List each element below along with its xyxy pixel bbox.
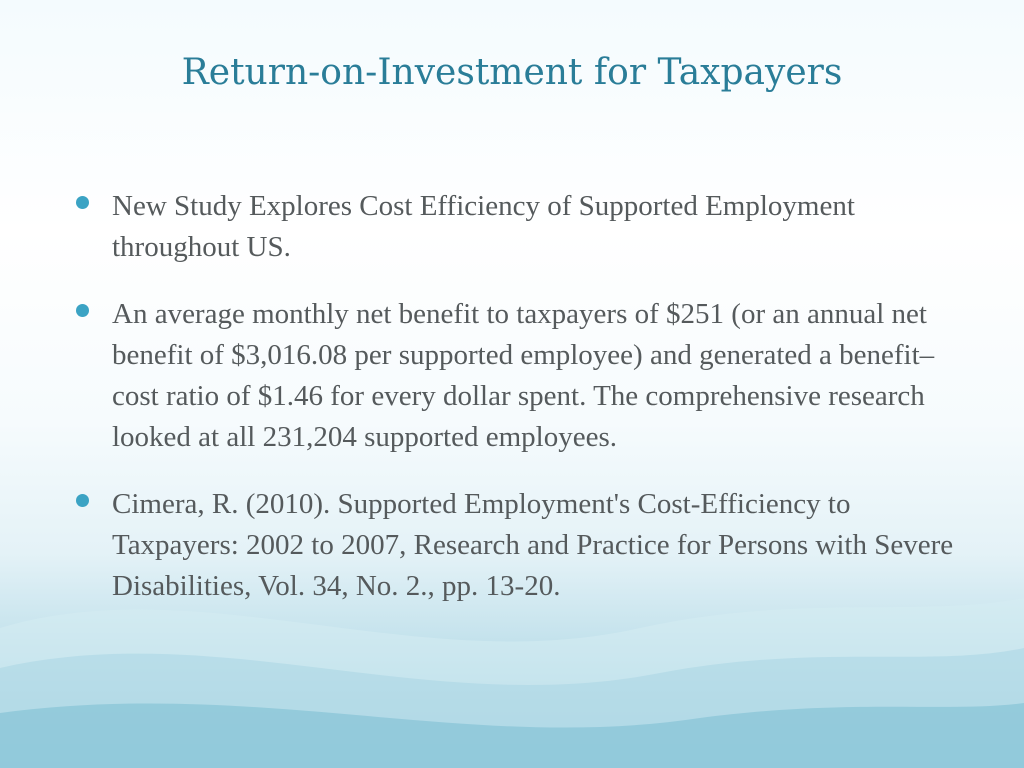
bullet-item (74, 186, 954, 268)
bullet-item (74, 484, 954, 607)
bullet-text: Cimera, R. (2010). Supported Employment's Cost-Efficiency to Taxpayers: 2002 to 2007, Research and Practice for Persons with Severe Disabilities, Vol. 34, No. 2., pp. 13-20. (112, 488, 954, 602)
bullet-text: An average monthly net benefit to taxpayers of $251 (or an annual net benefit of $3,016.08 per supported employee) and generated a benefit–cost ratio of $1.46 for every dollar spent. The comprehensive research looked at all 231,204 supported employees. (112, 298, 935, 453)
circle-bullet-icon (76, 494, 89, 507)
bullet-text: New Study Explores Cost Efficiency of Supported Employment throughout US. (112, 190, 855, 263)
bullet-item (74, 294, 954, 458)
slide-title: Return-on-Investment for Taxpayers (181, 52, 843, 93)
circle-bullet-icon (76, 196, 89, 209)
circle-bullet-icon (76, 304, 89, 317)
bullet-list (74, 186, 954, 633)
